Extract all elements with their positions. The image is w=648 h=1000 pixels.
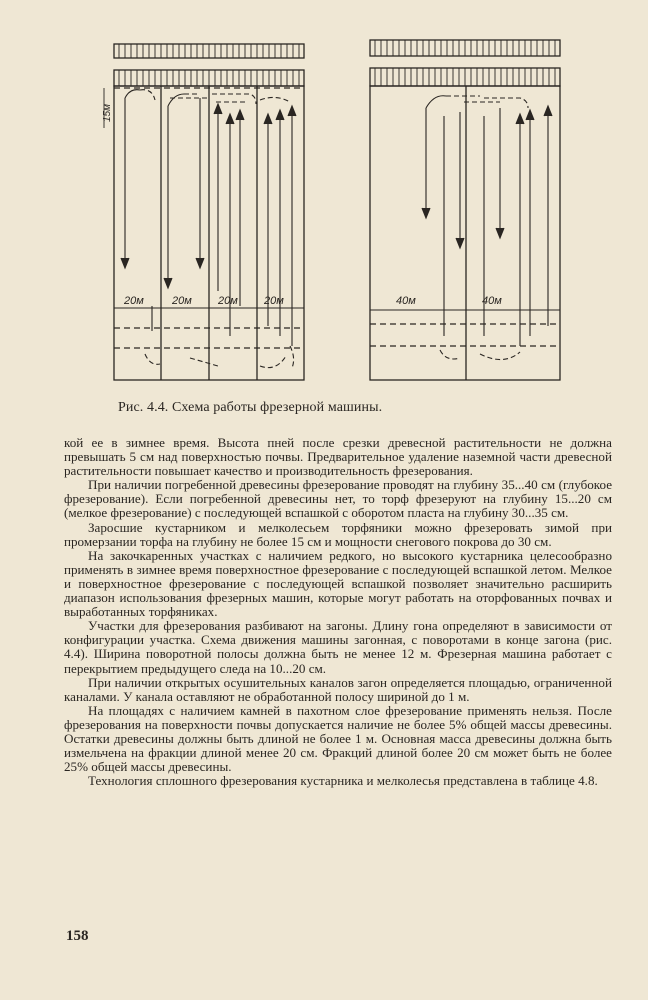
- left-label-2: 20м: [172, 295, 192, 307]
- right-scheme: [370, 40, 560, 380]
- right-field-frame: [370, 86, 560, 380]
- right-label-2: 40м: [482, 295, 502, 307]
- paragraph-1: кой ее в зимнее время. Высота пней после срезки древесной растительности не должна превышать 5 см над поверхностью почвы. Предварительное удаление наземной части древесной растительности повышает качество и производительность фрезерования.: [64, 435, 612, 479]
- paragraph-2: При наличии погребенной древесины фрезерование проводят на глубину 35...40 см (глубокое фрезерование). Если погребенной древесины нет, то торф фрезеруют на глубину 15...20 см (мелкое фрезерование) с последующей вспашкой с оборотом пласта на глубину 30...35 см.: [64, 477, 612, 521]
- paragraph-5: Участки для фрезерования разбивают на загоны. Длину гона определяют в зависимости от конфигурации участка. Схема движения машины загонная, с поворотами в конце загона (рис. 4.4). Ширина поворотной полосы должна быть не менее 12 м. Фрезерная машина работает с перекрытием предыдущего следа на 10...20 см.: [64, 618, 612, 676]
- paragraph-8: Технология сплошного фрезерования кустарника и мелколесья представлена в таблице 4.8.: [88, 773, 598, 789]
- paragraph-3: Заросшие кустарником и мелколесьем торфяники можно фрезеровать зимой при промерзании торфа на глубину не более 15 см и мощности снегового покрова до 30 см.: [64, 519, 612, 549]
- left-scheme: [104, 44, 304, 380]
- left-label-4: 20м: [264, 295, 284, 307]
- left-label-3: 20м: [218, 295, 238, 307]
- right-label-1: 40м: [396, 295, 416, 307]
- figure-caption: Рис. 4.4. Схема работы фрезерной машины.: [118, 400, 383, 415]
- paragraph-4: На закочкаренных участках с наличием редкого, но высокого кустарника целесообразно применять в зимнее время поверхностное фрезерование с последующей вспашкой летом. Мелкое и поверхностное фрезерование с последующей вспашкой позволяет значительно расширить диапазон использования фрезерных машин, которые могут работать на оторфованных почвах и выработанных торфяниках.: [64, 547, 612, 620]
- page-number: 158: [66, 928, 89, 944]
- figure-4-4: [100, 36, 570, 388]
- body-text: [64, 436, 612, 788]
- paragraph-6: При наличии открытых осушительных каналов загон определяется площадью, ограниченной каналами. У канала оставляют не обработанной полосу шириной до 1 м.: [64, 674, 612, 704]
- paragraph-7: На площадях с наличием камней в пахотном слое фрезерование применять нельзя. После фрезерования на поверхности почвы допускается наличие не более 5% общей массы древесины. Остатки древесины должны быть длиной не более 1 м. Основная масса древесины должна быть измельчена на фракции длиной менее 20 см. Фракций длиной более 20 см может быть не более 25% общей массы древесины.: [64, 702, 612, 775]
- milling-scheme-diagram: [100, 36, 570, 388]
- left-label-1: 20м: [124, 295, 144, 307]
- left-side-label: 15м: [102, 104, 113, 122]
